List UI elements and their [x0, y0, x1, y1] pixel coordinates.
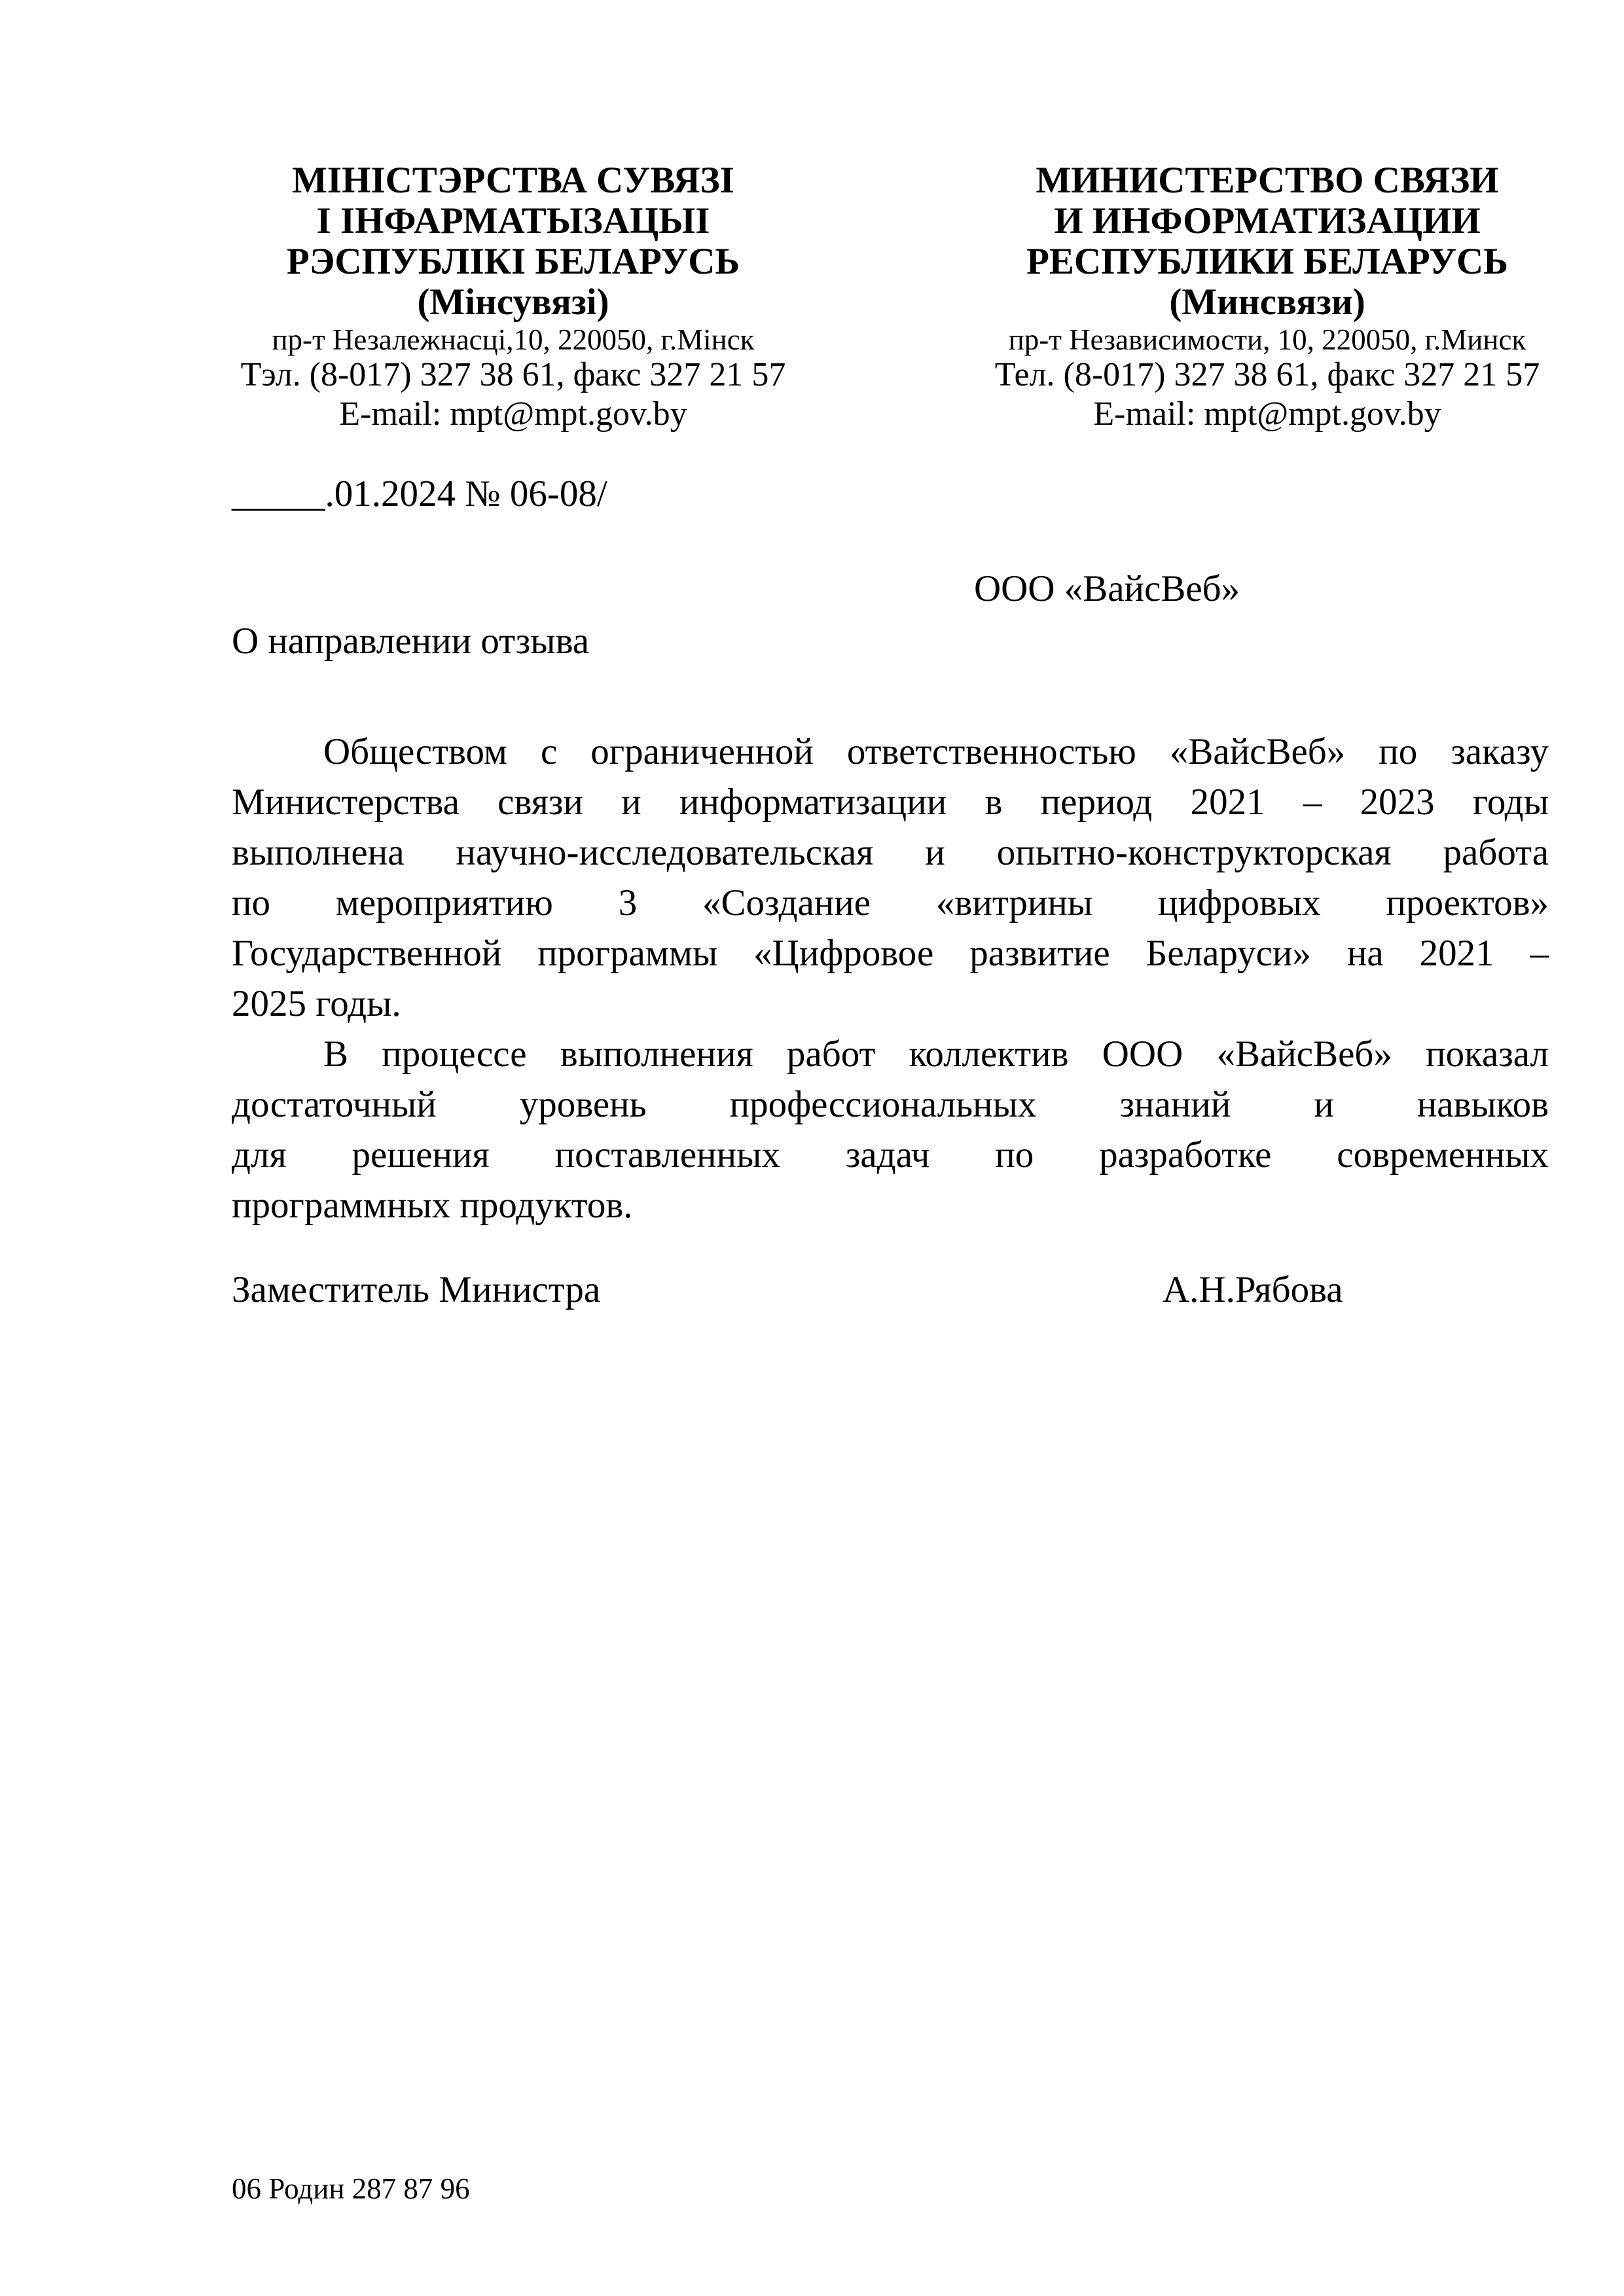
org-phone: Тэл. (8-017) 327 38 61, факс 327 21 57 [240, 356, 786, 393]
reference-date-number-line: _____.01.2024 № 06-08/ [232, 473, 607, 514]
org-address: пр-т Независимости, 10, 220050, г.Минск [1008, 323, 1526, 356]
body-line: 2025 годы. [232, 983, 401, 1024]
body-line: Государственной программы «Цифровое развитие Беларуси» на 2021 – [232, 933, 1549, 974]
body-line: достаточный уровень профессиональных знаний и навыков [232, 1084, 1549, 1125]
org-short-name: (Мінсувязі) [417, 281, 609, 323]
body-line: выполнена научно-исследовательская и опытно-конструкторская работа [232, 832, 1549, 873]
org-name-line: РЕСПУБЛИКИ БЕЛАРУСЬ [1026, 241, 1508, 282]
org-name-line: МІНІСТЭРСТВА СУВЯЗІ [292, 160, 734, 201]
signature-name: А.Н.Рябова [1163, 1269, 1343, 1310]
signature-row [232, 1267, 1549, 1313]
body-line: по мероприятию 3 «Создание «витрины цифровых проектов» [232, 882, 1549, 924]
org-address: пр-т Незалежнасці,10, 220050, г.Мінск [272, 323, 755, 356]
executor-note: 06 Родин 287 87 96 [232, 2172, 470, 2205]
body-line: В процессе выполнения работ коллектив ООО «ВайсВеб» показал [323, 1033, 1549, 1075]
body-paragraph-2 [232, 1029, 1549, 1230]
letterhead-left-block [232, 160, 795, 435]
letterhead [232, 160, 1549, 435]
subject-line: О направлении отзыва [232, 620, 590, 662]
org-name-line: РЭСПУБЛІКІ БЕЛАРУСЬ [286, 241, 740, 282]
org-email: E-mail: mpt@mpt.gov.by [1093, 395, 1441, 433]
body-paragraph-1 [232, 726, 1549, 1029]
body-line: Министерства связи и информатизации в период 2021 – 2023 годы [232, 781, 1549, 823]
signature-position: Заместитель Министра [232, 1269, 601, 1310]
body-line: Обществом с ограниченной ответственностью «ВайсВеб» по заказу [323, 731, 1549, 772]
org-name-line: И ИНФОРМАТИЗАЦИИ [1054, 200, 1481, 242]
org-email: E-mail: mpt@mpt.gov.by [339, 395, 687, 433]
recipient-name: ООО «ВайсВеб» [974, 568, 1240, 609]
org-phone: Тел. (8-017) 327 38 61, факс 327 21 57 [994, 356, 1540, 393]
body-line: программных продуктов. [232, 1185, 633, 1226]
letterhead-right-block [986, 160, 1549, 435]
org-name-line: І ІНФАРМАТЫЗАЦЫІ [316, 200, 710, 242]
body-line: для решения поставленных задач по разработке современных [232, 1134, 1549, 1175]
org-name-line: МИНИСТЕРСТВО СВЯЗИ [1036, 160, 1499, 201]
letter-body [232, 726, 1549, 1230]
org-short-name: (Минсвязи) [1169, 281, 1365, 323]
